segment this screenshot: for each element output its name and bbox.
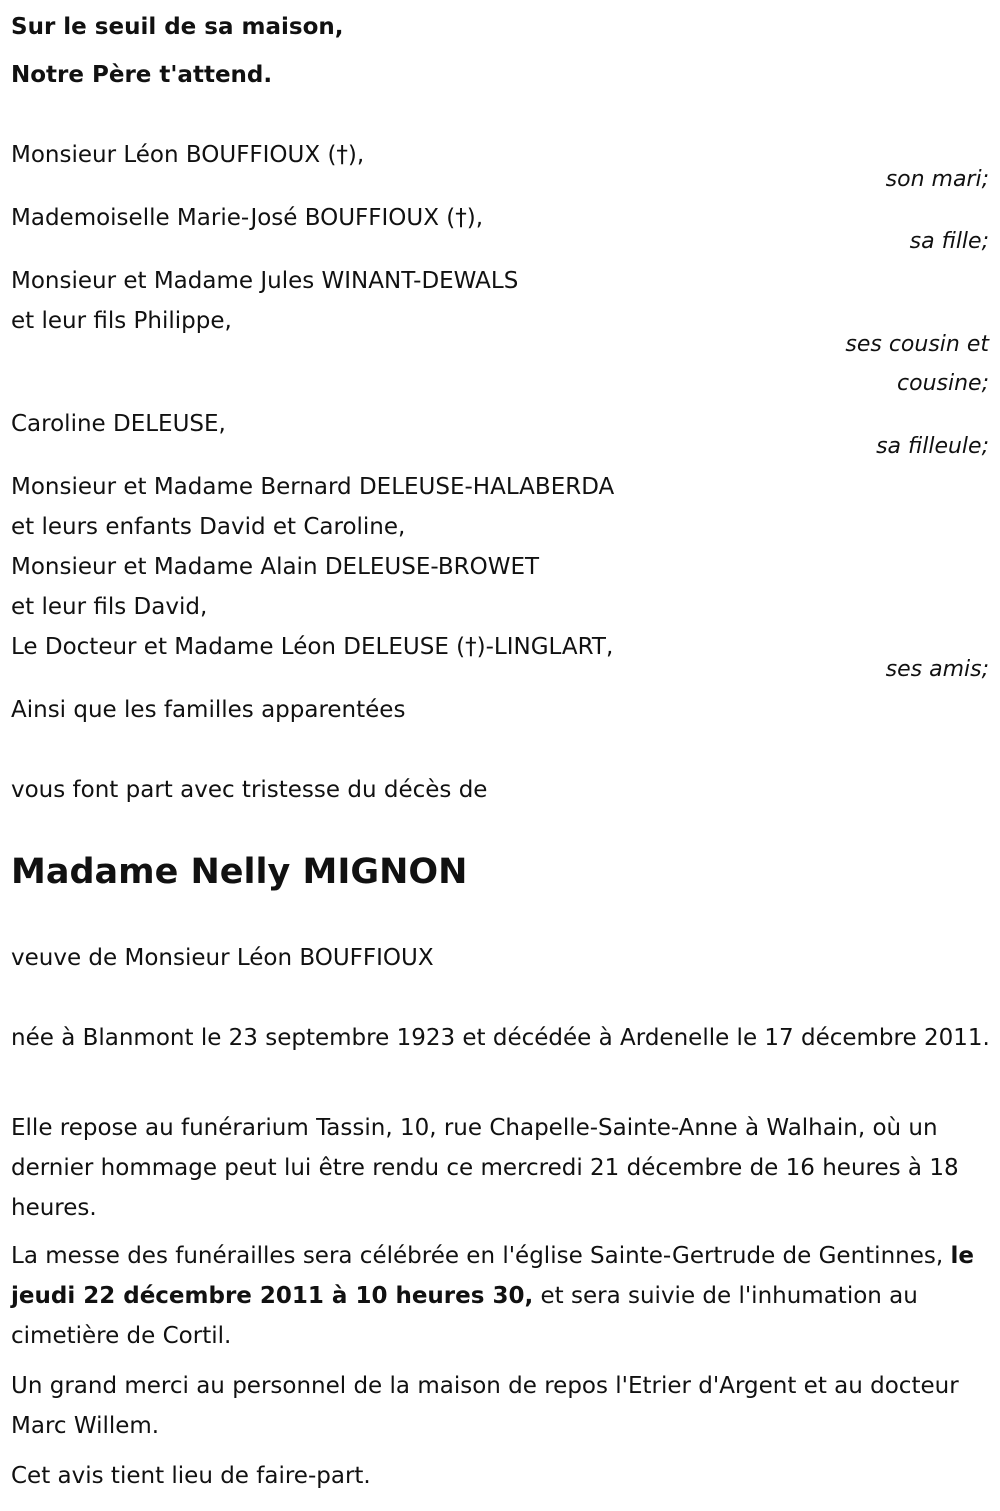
mass-paragraph — [11, 1236, 996, 1356]
birth-paragraph: née à Blanmont le 23 septembre 1923 et décédée à Ardenelle le 17 décembre 2011. — [11, 1025, 990, 1051]
family-line: Monsieur et Madame Jules WINANT-DEWALS — [11, 268, 519, 294]
family-line: Monsieur et Madame Alain DELEUSE-BROWET — [11, 554, 540, 580]
relation: sa fille; — [909, 229, 989, 254]
mass-text: La messe des funérailles sera célébrée en l'église Sainte-Gertrude de Gentinnes, — [11, 1243, 951, 1269]
mass-date: le jeudi 22 décembre 2011 à 10 heures 30, — [11, 1243, 974, 1309]
family-line: Mademoiselle Marie-José BOUFFIOUX (†), — [11, 205, 484, 231]
family-line: et leurs enfants David et Caroline, — [11, 514, 406, 540]
relation: sa filleule; — [876, 434, 989, 459]
family-line: Caroline DELEUSE, — [11, 411, 226, 437]
thanks-paragraph: Un grand merci au personnel de la maison de repos l'Etrier d'Argent et au docteur Marc Willem. — [11, 1373, 959, 1439]
relation: ses amis; — [885, 657, 989, 682]
relation: son mari; — [885, 167, 989, 192]
announcement-line: vous font part avec tristesse du décès de — [11, 777, 488, 803]
family-line: Le Docteur et Madame Léon DELEUSE (†)-LINGLART, — [11, 634, 614, 660]
header-line-2: Notre Père t'attend. — [11, 62, 273, 88]
notice-paragraph: Cet avis tient lieu de faire-part. — [11, 1463, 371, 1489]
family-line: et leur fils David, — [11, 594, 208, 620]
relation: cousine; — [897, 371, 989, 396]
header-line-1: Sur le seuil de sa maison, — [11, 14, 344, 40]
relation: ses cousin et — [845, 332, 989, 357]
family-line: Monsieur et Madame Bernard DELEUSE-HALABERDA — [11, 474, 615, 500]
family-line: Monsieur Léon BOUFFIOUX (†), — [11, 142, 365, 168]
widow-of: veuve de Monsieur Léon BOUFFIOUX — [11, 945, 434, 971]
mass-text-end: et sera suivie de l'inhumation au cimetière de Cortil. — [11, 1283, 918, 1349]
family-line: et leur fils Philippe, — [11, 308, 232, 334]
deceased-name: Madame Nelly MIGNON — [11, 852, 468, 892]
family-line: Ainsi que les familles apparentées — [11, 697, 406, 723]
rest-paragraph: Elle repose au funérarium Tassin, 10, rue Chapelle-Sainte-Anne à Walhain, où un dernier hommage peut lui être rendu ce mercredi 21 décembre de 16 heures à 18 heures. — [11, 1115, 959, 1221]
